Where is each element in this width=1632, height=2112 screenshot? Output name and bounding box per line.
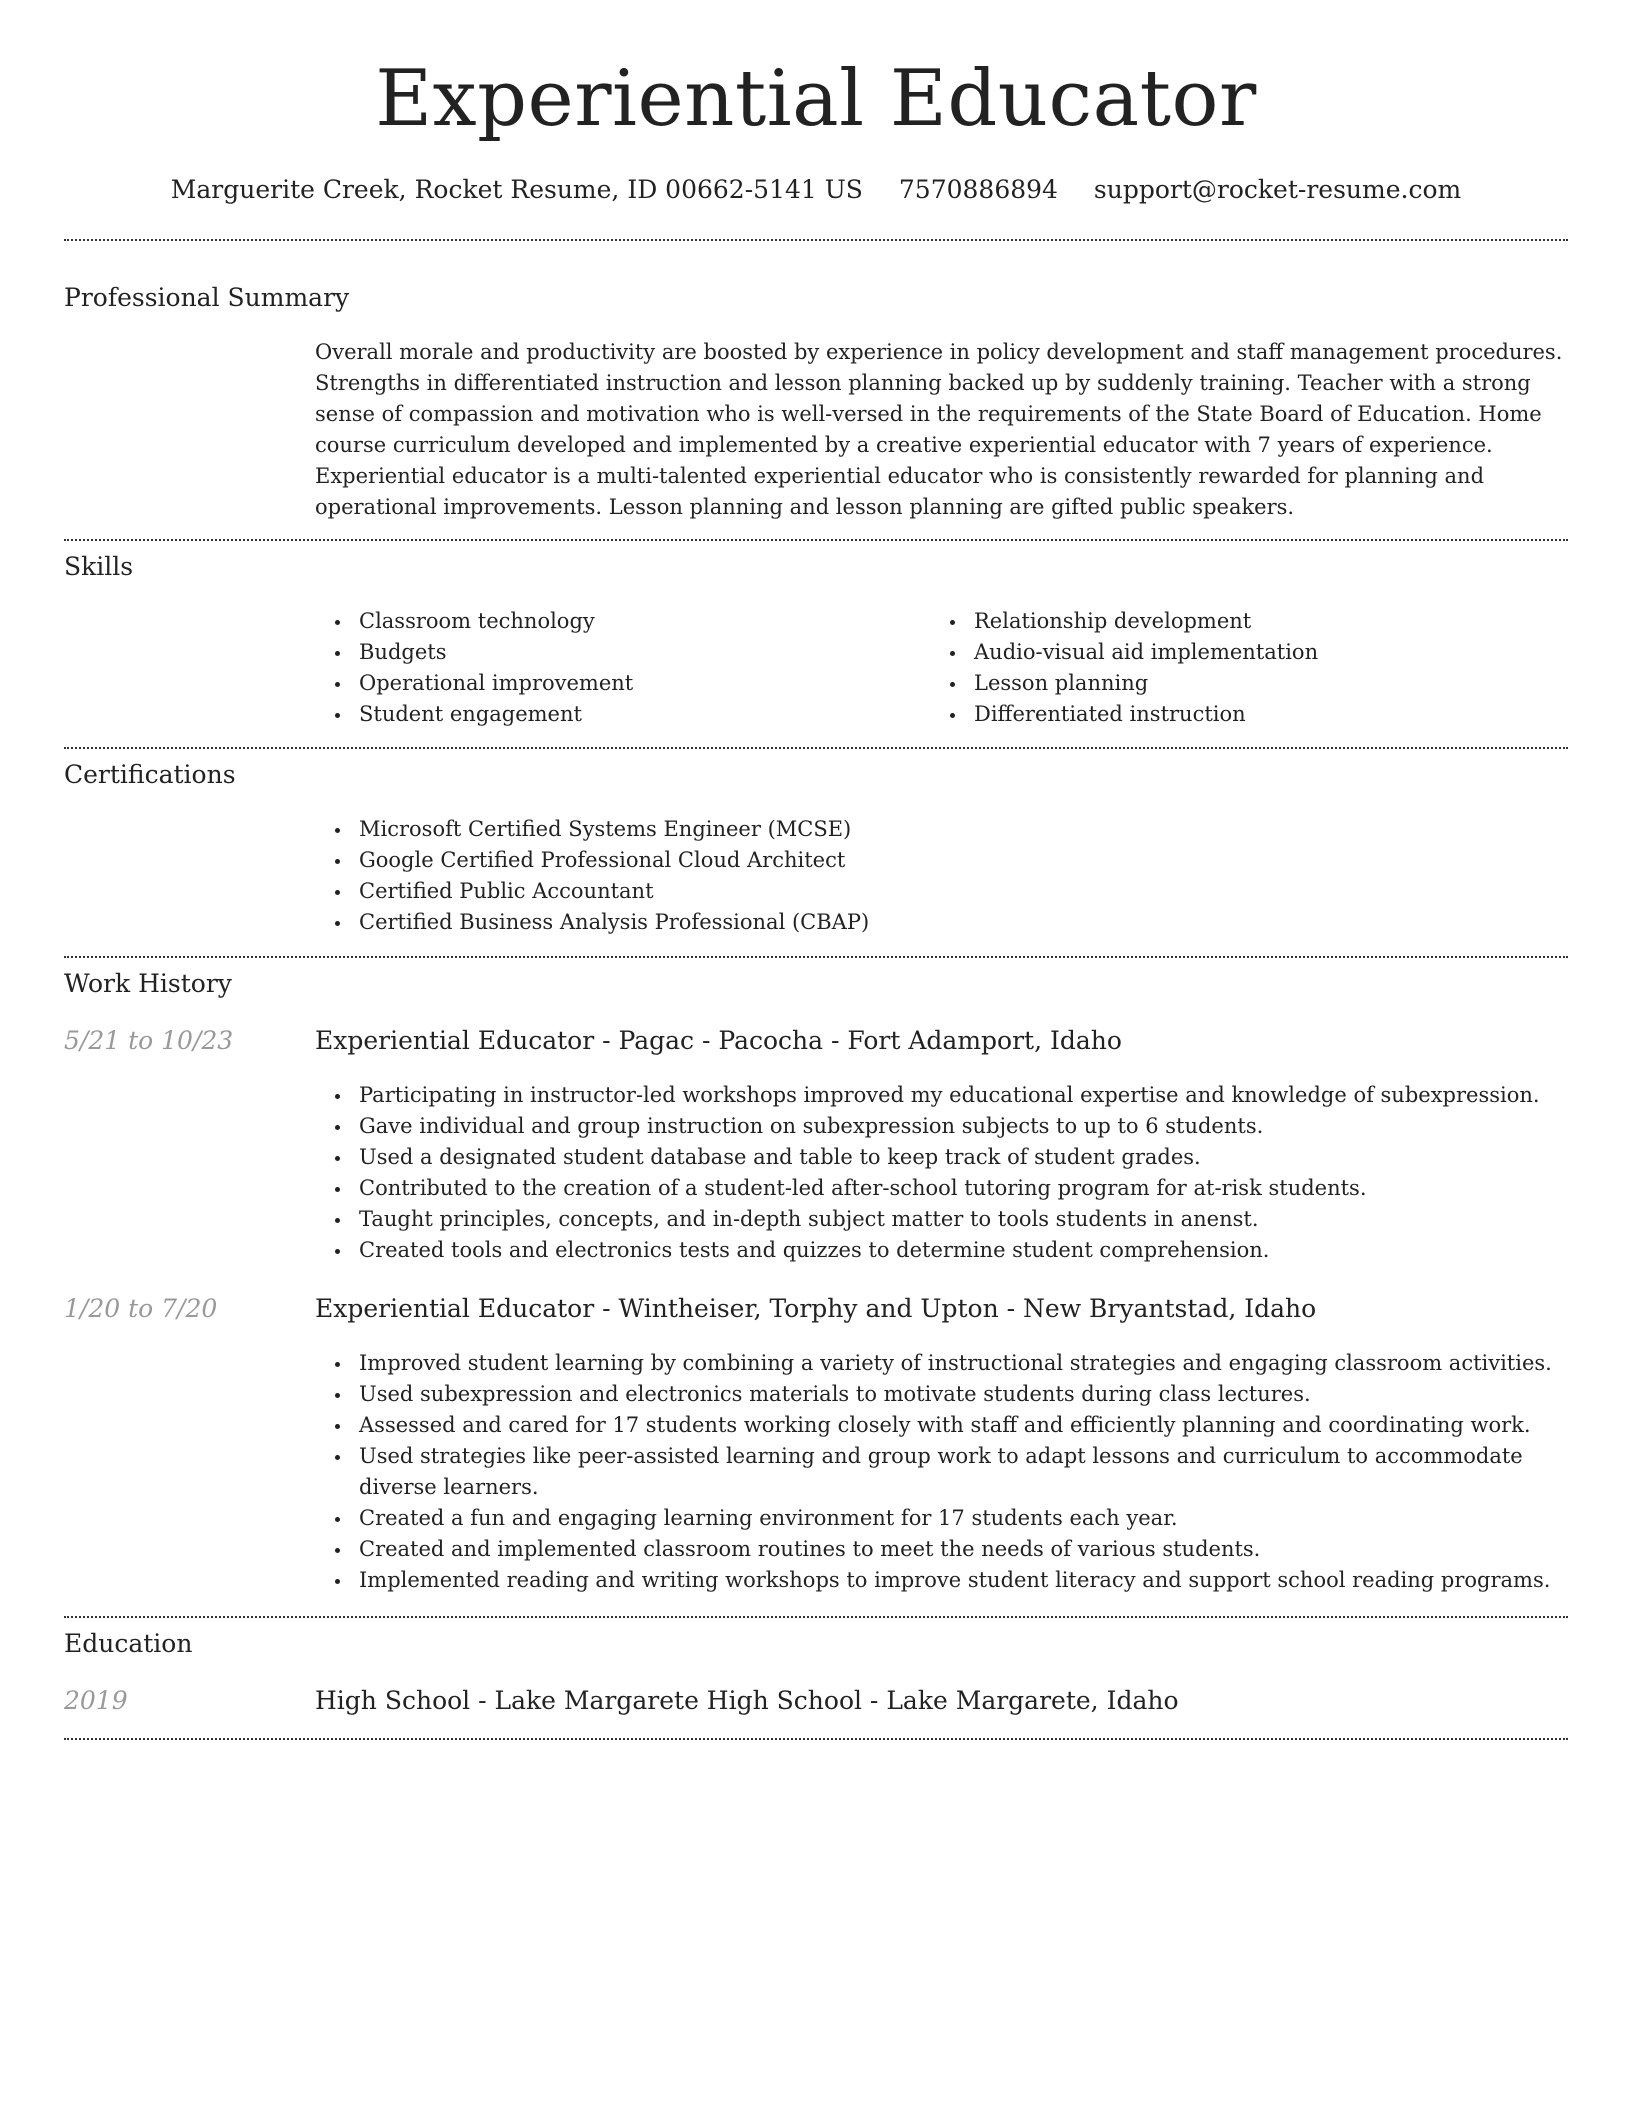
education-heading: High School - Lake Margarete High School - Lake Margarete, Idaho (315, 1686, 1179, 1715)
job-bullet: Contributed to the creation of a student-led after-school tutoring program for at-risk students. (315, 1173, 1568, 1204)
contact-line (64, 170, 1568, 210)
divider (64, 1616, 1568, 1618)
job-bullet: Created and implemented classroom routines to meet the needs of various students. (315, 1534, 1568, 1565)
skills-list-right (930, 606, 1530, 730)
job-bullet: Used subexpression and electronics materials to motivate students during class lectures. (315, 1379, 1568, 1410)
education-year: 2019 (64, 1686, 128, 1715)
skill-item: Budgets (315, 637, 915, 668)
summary-text: Overall morale and productivity are boosted by experience in policy development and staff management procedures. Strengths in differentiated instruction and lesson planning backed up by suddenly training. Teacher with a strong sense of compassion and motivation who is well-versed in the requirements of the State Board of Education. Home course curriculum developed and implemented by a creative experiential educator with 7 years of experience. Experiential educator is a multi-talented experiential educator who is consistently rewarded for planning and operational improvements. Lesson planning and lesson planning are gifted public speakers. (315, 340, 1563, 519)
certifications-list (315, 814, 1568, 938)
job-bullet: Improved student learning by combining a variety of instructional strategies and engaging classroom activities. (315, 1348, 1568, 1379)
phone: 7570886894 (898, 175, 1058, 204)
skill-item: Differentiated instruction (930, 699, 1530, 730)
skill-item: Student engagement (315, 699, 915, 730)
job-bullet: Created tools and electronics tests and quizzes to determine student comprehension. (315, 1235, 1568, 1266)
email: support@rocket-resume.com (1093, 175, 1462, 204)
job-bullet: Created a fun and engaging learning environment for 17 students each year. (315, 1503, 1568, 1534)
skill-item: Relationship development (930, 606, 1530, 637)
skill-item: Lesson planning (930, 668, 1530, 699)
certification-item: Certified Business Analysis Professional (CBAP) (315, 907, 1568, 938)
job-bullet: Gave individual and group instruction on subexpression subjects to up to 6 students. (315, 1111, 1568, 1142)
candidate-name: Experiential Educator (375, 54, 1257, 144)
skills-list-left (315, 606, 915, 730)
job-bullet: Participating in instructor-led workshops improved my educational expertise and knowledge of subexpression. (315, 1080, 1568, 1111)
job-dates: 1/20 to 7/20 (64, 1294, 218, 1323)
section-title-skills: Skills (64, 552, 134, 581)
divider (64, 1738, 1568, 1740)
job-bullet: Assessed and cared for 17 students working closely with staff and efficiently planning and coordinating work. (315, 1410, 1568, 1441)
certification-item: Google Certified Professional Cloud Architect (315, 845, 1568, 876)
divider (64, 747, 1568, 749)
divider (64, 239, 1568, 241)
job-bullet: Implemented reading and writing workshops to improve student literacy and support school reading programs. (315, 1565, 1568, 1596)
section-title-certifications: Certifications (64, 760, 236, 789)
job-bullet: Taught principles, concepts, and in-depth subject matter to tools students in anenst. (315, 1204, 1568, 1235)
address: Marguerite Creek, Rocket Resume, ID 00662-5141 US (170, 175, 863, 204)
section-title-summary: Professional Summary (64, 283, 350, 312)
section-title-work-history: Work History (64, 969, 232, 998)
job-bullets (315, 1080, 1568, 1266)
job-dates: 5/21 to 10/23 (64, 1026, 234, 1055)
certification-item: Certified Public Accountant (315, 876, 1568, 907)
job-heading: Experiential Educator - Pagac - Pacocha - Fort Adamport, Idaho (315, 1026, 1122, 1055)
job-bullet: Used strategies like peer-assisted learning and group work to adapt lessons and curriculum to accommodate diverse learners. (315, 1441, 1568, 1503)
divider (64, 539, 1568, 541)
job-bullets (315, 1348, 1568, 1596)
job-bullet: Used a designated student database and table to keep track of student grades. (315, 1142, 1568, 1173)
certification-item: Microsoft Certified Systems Engineer (MCSE) (315, 814, 1568, 845)
job-heading: Experiential Educator - Wintheiser, Torphy and Upton - New Bryantstad, Idaho (315, 1294, 1317, 1323)
skill-item: Operational improvement (315, 668, 915, 699)
divider (64, 956, 1568, 958)
section-title-education: Education (64, 1629, 193, 1658)
skill-item: Classroom technology (315, 606, 915, 637)
skill-item: Audio-visual aid implementation (930, 637, 1530, 668)
